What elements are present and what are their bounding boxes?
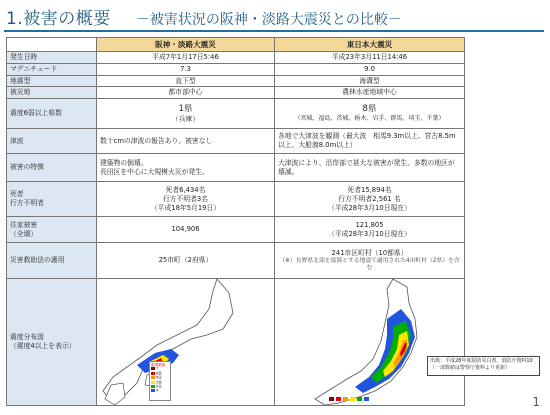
row-label-housing [7, 217, 97, 243]
casualties-higashinihon-dead: 死者15,894名 [347, 186, 392, 195]
map-label-main: 震度分布図 [10, 333, 44, 342]
legend-label: 4 [156, 388, 159, 393]
casualties-hanshin-dead: 死者6,434名 [165, 186, 206, 195]
cell-housing-hanshin: 104,906 [97, 217, 275, 243]
row-label-area: 被災地 [7, 87, 97, 99]
intensity-higashinihon-count: 8県 [362, 104, 377, 115]
table-row [7, 182, 465, 217]
legend-item [151, 389, 169, 393]
legend-label: 6弱 [156, 375, 162, 380]
header-hanshin: 阪神・淡路大震災 [97, 38, 275, 52]
housing-label-sub: （全壊） [10, 229, 38, 238]
cell-area-higashinihon: 農林水産地域中心 [275, 87, 465, 99]
cell-date-hanshin: 平成7年1月17日5:46 [97, 52, 275, 64]
cell-tsunami-hanshin: 数十cmの津波の報告あり、被害なし [97, 129, 275, 154]
cell-housing-higashinihon [275, 217, 465, 243]
intensity-hanshin-prefs: （兵庫） [171, 114, 200, 123]
cell-relief-hanshin: 25市町（2府県） [97, 243, 275, 279]
source-line1: 出典：平成28年度版防災白書、消防庁資料10 [430, 358, 533, 364]
comparison-table [6, 37, 465, 406]
cell-magnitude-higashinihon: 9.0 [275, 63, 465, 75]
cell-tsunami-higashinihon: 各地で大津波を観測（最大波 相馬9.3m以上、宮古8.5m以上、大船渡8.0m以上） [275, 129, 465, 154]
row-label-relief: 災害救助法の適用 [7, 243, 97, 279]
row-label-intensity: 震度6弱以上県数 [7, 99, 97, 129]
table-header-row [7, 38, 465, 52]
housing-higashinihon-count: 121,805 [355, 220, 384, 229]
cell-casualties-higashinihon [275, 182, 465, 217]
legend-label: 5強 [156, 380, 162, 385]
cell-intensity-higashinihon [275, 99, 465, 129]
legend-label: 5弱 [156, 384, 162, 389]
casualties-higashinihon-missing: 行方不明者2,561 名 [338, 194, 401, 203]
table-row [7, 99, 465, 129]
housing-label-main: 住家被害 [10, 220, 38, 229]
table-row [7, 279, 465, 406]
source-line2: （一部数値は警察庁資料より更新） [430, 364, 511, 371]
intensity-legend [149, 361, 171, 401]
cell-casualties-hanshin [97, 182, 275, 217]
cell-type-hanshin: 直下型 [97, 75, 275, 87]
cell-feature-higashinihon: 大津波により、沿岸部で甚大な被害が発生、多数の地区が壊滅。 [275, 154, 465, 182]
legend-swatch [151, 367, 155, 370]
cell-date-higashinihon: 平成23年3月11日14:46 [275, 52, 465, 64]
scale-swatch [350, 397, 355, 401]
legend-swatch [151, 389, 155, 392]
intensity-hanshin-count: 1県 [178, 103, 193, 114]
feature-hanshin-line1: 建築物の倒壊。 [100, 158, 148, 167]
feature-hanshin-line2: 長田区を中心に大規模火災が発生。 [100, 167, 209, 176]
table-row [7, 63, 465, 75]
casualties-hanshin-missing: 行方不明者3名 [162, 194, 209, 203]
row-label-casualties [7, 182, 97, 217]
source-note [427, 356, 540, 376]
title-main: 1.被害の概要 [6, 9, 111, 29]
legend-label: 6強 [156, 371, 162, 376]
table-row [7, 217, 465, 243]
relief-higashinihon-note: （※）長野県北部を震源とする地震で適用された4市町村（2県）を含む [279, 257, 460, 272]
color-scale-legend [329, 397, 371, 401]
legend-swatch [151, 372, 155, 375]
row-label-magnitude: マグニチュード [7, 63, 97, 75]
row-label-type: 地震型 [7, 75, 97, 87]
intensity-higashinihon-prefs: （宮城、福島、茨城、栃木、岩手、群馬、埼玉、千葉） [294, 115, 445, 123]
casualties-hanshin-date: （平成18年5月19日） [150, 203, 221, 212]
cell-map-hanshin [97, 279, 275, 406]
page-title [6, 4, 402, 29]
scale-swatch [329, 397, 334, 401]
map-higashinihon [275, 279, 464, 405]
table-row [7, 243, 465, 279]
legend-label: 7 [156, 366, 159, 371]
table-row [7, 52, 465, 64]
row-label-feature: 被害の特徴 [7, 154, 97, 182]
row-label-tsunami: 津波 [7, 129, 97, 154]
table-row [7, 129, 465, 154]
scale-swatch [357, 397, 362, 401]
map-hanshin [97, 279, 274, 405]
scale-swatch [336, 397, 341, 401]
cell-feature-hanshin [97, 154, 275, 182]
legend-swatch [151, 376, 155, 379]
row-label-date: 発生日時 [7, 52, 97, 64]
table-row [7, 154, 465, 182]
scale-swatch [364, 397, 369, 401]
cell-area-hanshin: 都市部中心 [97, 87, 275, 99]
cell-type-higashinihon: 海溝型 [275, 75, 465, 87]
cell-map-higashinihon [275, 279, 465, 406]
cell-relief-higashinihon [275, 243, 465, 279]
row-label-map [7, 279, 97, 406]
legend-swatch [151, 381, 155, 384]
relief-higashinihon-count: 241市区町村（10都県） [331, 248, 408, 257]
scale-swatch [343, 397, 348, 401]
casualties-higashinihon-date: （平成28年3月10日現在） [328, 203, 411, 212]
casualties-label-missing: 行方不明者 [10, 199, 44, 208]
title-subtitle: －被害状況の阪神・淡路大震災との比較－ [135, 12, 402, 28]
cell-magnitude-hanshin: 7.3 [97, 63, 275, 75]
header-higashinihon: 東日本大震災 [275, 38, 465, 52]
casualties-label-dead: 死者 [10, 190, 24, 199]
cell-intensity-hanshin [97, 99, 275, 129]
title-underline [4, 30, 544, 32]
housing-higashinihon-date: （平成28年3月10日現在） [328, 229, 411, 238]
map-label-sub: （震度4以上を表示） [10, 342, 76, 351]
japan-map-hanshin [97, 279, 274, 405]
header-corner [7, 38, 97, 52]
table-row [7, 75, 465, 87]
japan-map-higashinihon [275, 279, 464, 405]
page-number: 1 [532, 395, 540, 409]
table-row [7, 87, 465, 99]
legend-title: 震度階級 [151, 363, 166, 368]
legend-swatch [151, 385, 155, 388]
